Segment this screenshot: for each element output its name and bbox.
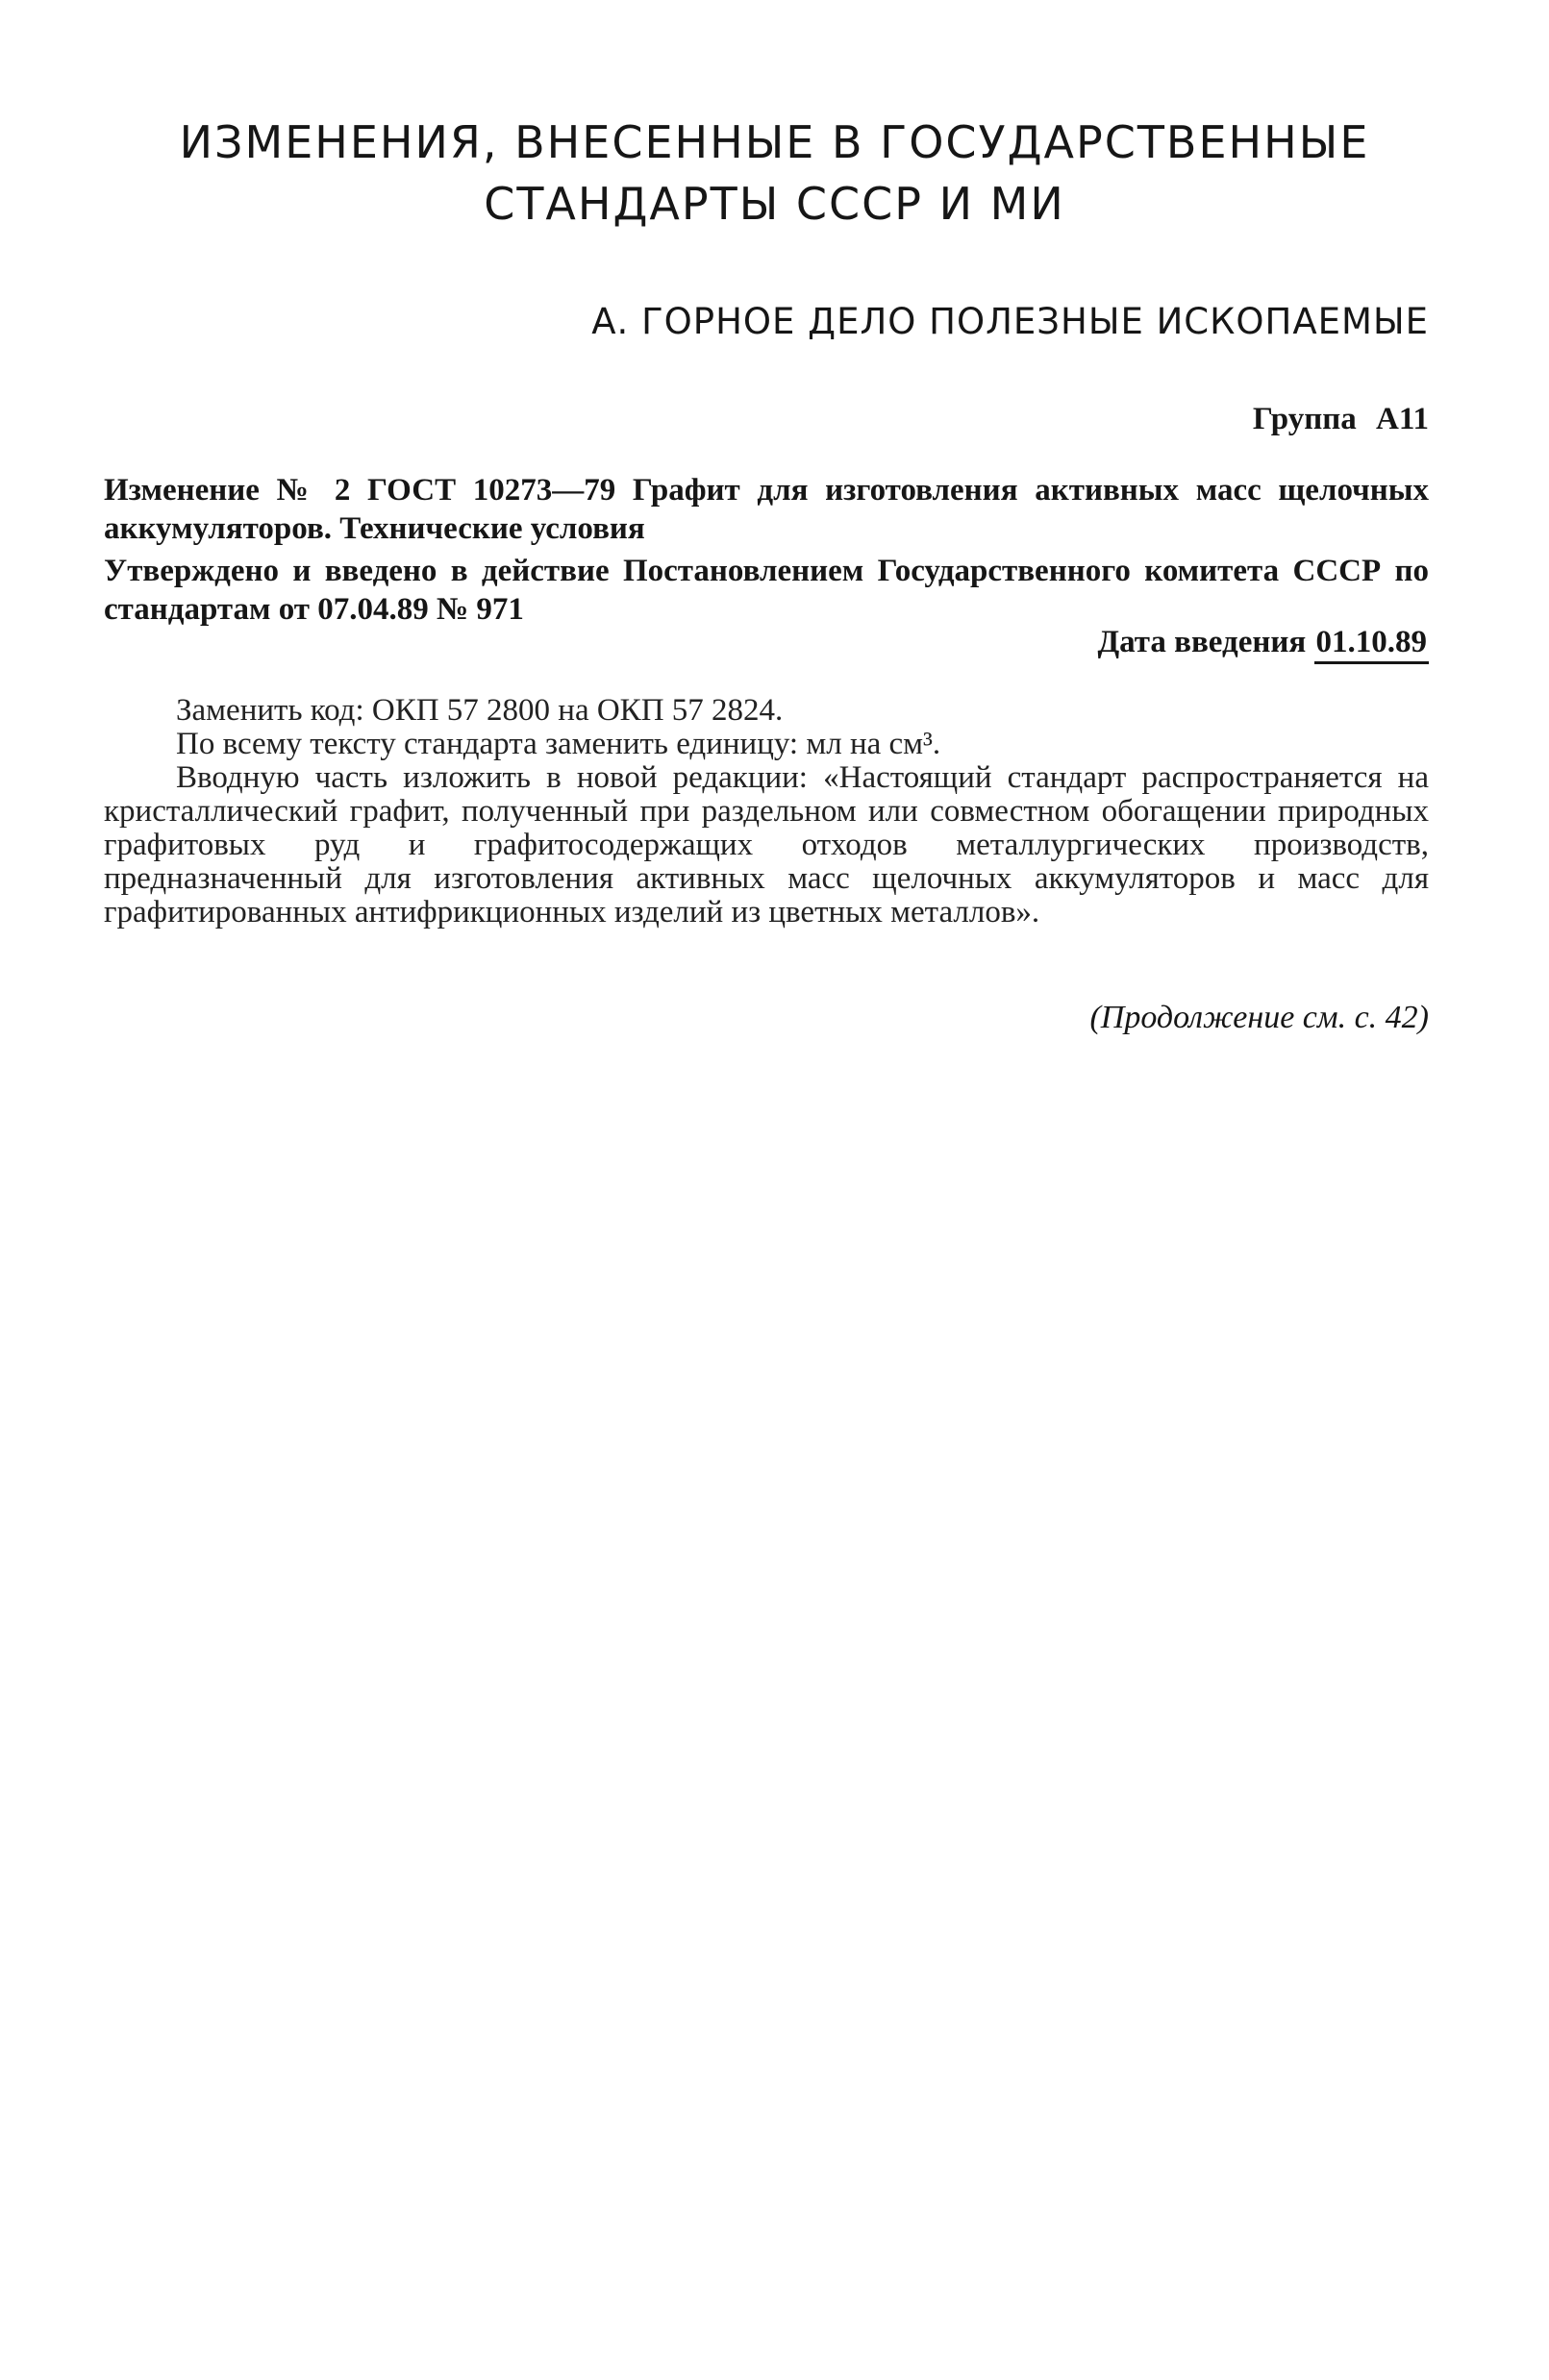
amendment-body bbox=[104, 694, 1429, 930]
title-line-2: СТАНДАРТЫ СССР И МИ bbox=[484, 178, 1065, 230]
approval-statement: Утверждено и введено в действие Постановлением Государственного комитета СССР по стандартам от 07.04.89 № 971 bbox=[104, 554, 1429, 627]
amendment-title: Изменение № 2 ГОСТ 10273—79 Графит для изготовления активных масс щелочных аккумуляторов. Технические условия bbox=[104, 473, 1429, 546]
paragraph-introduction: Вводную часть изложить в новой редакции: «Настоящий стандарт распространяется на кристаллический графит, полученный при раздельном или совместном обогащении природных графитовых руд и графитосодержащих отходов металлургических производств, предназначенный для изготовления активных масс щелочных аккумуляторов и масс для графитированных антифрикционных изделий из цветных металлов». bbox=[104, 760, 1429, 930]
paragraph-unit-change: По всему тексту стандарта заменить единицу: мл на см³. bbox=[176, 727, 941, 761]
effective-date-value: 01.10.89 bbox=[1314, 625, 1430, 664]
paragraph-code-change: Заменить код: ОКП 57 2800 на ОКП 57 2824. bbox=[176, 693, 784, 728]
effective-date-label: Дата введения bbox=[1097, 625, 1307, 659]
section-heading: А. ГОРНОЕ ДЕЛО ПОЛЕЗНЫЕ ИСКОПАЕМЫЕ bbox=[591, 301, 1429, 342]
page-title bbox=[115, 112, 1434, 235]
group-code: Группа А11 bbox=[1252, 402, 1429, 436]
continuation-note: (Продолжение см. с. 42) bbox=[1089, 1000, 1429, 1035]
effective-date bbox=[1097, 625, 1429, 660]
title-line-1: ИЗМЕНЕНИЯ, ВНЕСЕННЫЕ В ГОСУДАРСТВЕННЫЕ bbox=[179, 116, 1370, 168]
